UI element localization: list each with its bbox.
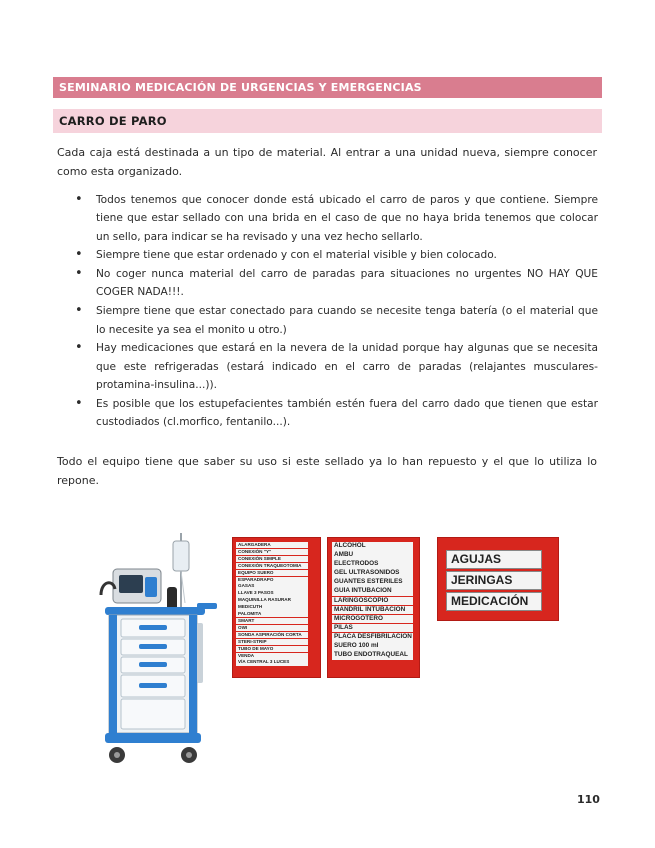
supply-label: GUÍA INTUBACIÓN bbox=[332, 587, 413, 596]
list-item: • No coger nunca material del carro de paradas para situaciones no urgentes NO HAY QUE COGER NADA!!!. bbox=[57, 265, 598, 302]
supply-labels-panel-2 bbox=[327, 537, 420, 678]
supply-label: ALARGADERA bbox=[236, 542, 308, 548]
intro-paragraph: Cada caja está destinada a un tipo de material. Al entrar a una unidad nueva, siempre conocer como esta organizado. bbox=[57, 146, 597, 178]
list-item: • Es posible que los estupefacientes también estén fuera del carro dado que tienen que estar custodiados (cl.morfico, fentanilo...). bbox=[57, 395, 598, 432]
supply-label: ESPARADRAPO bbox=[236, 577, 308, 583]
supply-label: GUANTES ESTÉRILES bbox=[332, 578, 413, 587]
closing-paragraph: Todo el equipo tiene que saber su uso si este sellado ya lo han repuesto y el que lo utiliza lo repone. bbox=[57, 455, 597, 487]
supply-label: AGUJAS bbox=[446, 550, 542, 569]
supply-label: MAQUINILLA RASURAR bbox=[236, 597, 308, 603]
supply-label: SONDA ASPIRACIÓN CORTA bbox=[236, 632, 308, 638]
supply-label: PLACA DESFIBRILACIÓN bbox=[334, 632, 412, 640]
supply-label: TUBO ENDOTRAQUEAL bbox=[332, 651, 413, 660]
supply-label: JERINGAS bbox=[446, 571, 542, 590]
supply-label: TUBO DE MAYO bbox=[236, 646, 308, 652]
crash-cart-image bbox=[99, 533, 220, 769]
supply-label: LLAVE 3 PASOS bbox=[236, 590, 308, 596]
supply-label: MEDICACIÓN bbox=[446, 592, 542, 611]
supply-label: ALCOHOL bbox=[332, 542, 413, 551]
supply-label: OWI bbox=[236, 625, 308, 631]
supply-label: LARINGOSCOPIO bbox=[332, 597, 413, 606]
supply-label: CONEXIÓN TRAQUEOTOMIA bbox=[236, 563, 308, 569]
supply-label: STERI-STRIP bbox=[236, 639, 308, 645]
supply-label: MEDICUTH bbox=[236, 604, 308, 610]
page-number: 110 bbox=[577, 793, 600, 806]
list-item: • Siempre tiene que estar conectado para cuando se necesite tenga batería (o el material que lo necesite ya sea el monito u otro.) bbox=[57, 302, 598, 339]
supply-label: CONEXIÓN "Y" bbox=[236, 549, 308, 555]
supply-label: CONEXIÓN SIMPLE bbox=[236, 556, 308, 562]
supply-label: PILAS bbox=[332, 624, 413, 633]
supply-label: GASAS bbox=[236, 583, 308, 589]
seminar-title-banner: SEMINARIO MEDICACIÓN DE URGENCIAS Y EMERGENCIAS bbox=[53, 77, 602, 98]
supply-label: MANDRIL INTUBACIÓN bbox=[332, 606, 413, 615]
supply-label: SMART bbox=[236, 618, 308, 624]
supply-label: PALOMITA bbox=[236, 611, 308, 617]
bullet-list bbox=[57, 191, 598, 432]
list-item: • Hay medicaciones que estará en la nevera de la unidad porque hay algunas que se necesita que este refrigeradas (estará indicado en el carro de paradas (relajantes musculares-protamina-insulina...)). bbox=[57, 339, 598, 394]
list-item: • Todos tenemos que conocer donde está ubicado el carro de paros y que contiene. Siempre tiene que estar sellado con una brida en el caso de que no haya brida tenemos que colocar un sello, para indicar se ha revisado y una vez hecho sellarlo. bbox=[57, 191, 598, 246]
supply-labels-panel-1 bbox=[232, 537, 321, 678]
supply-label: AMBÚ bbox=[332, 551, 413, 560]
section-heading: CARRO DE PARO bbox=[53, 109, 602, 133]
supply-label: ELECTRODOS bbox=[332, 560, 413, 569]
supply-label: VENDA bbox=[236, 653, 308, 659]
supply-label: VÍA CENTRAL 3 LUCES bbox=[236, 659, 308, 665]
supply-labels-panel-3 bbox=[437, 537, 559, 621]
supply-label: MICROGOTERO bbox=[332, 615, 413, 624]
supply-label: EQUIPO SUERO bbox=[236, 570, 308, 576]
supply-label: SUERO 100 ml bbox=[332, 642, 413, 651]
supply-label: GEL ULTRASONIDOS bbox=[332, 569, 413, 578]
list-item: • Siempre tiene que estar ordenado y con el material visible y bien colocado. bbox=[57, 246, 598, 264]
